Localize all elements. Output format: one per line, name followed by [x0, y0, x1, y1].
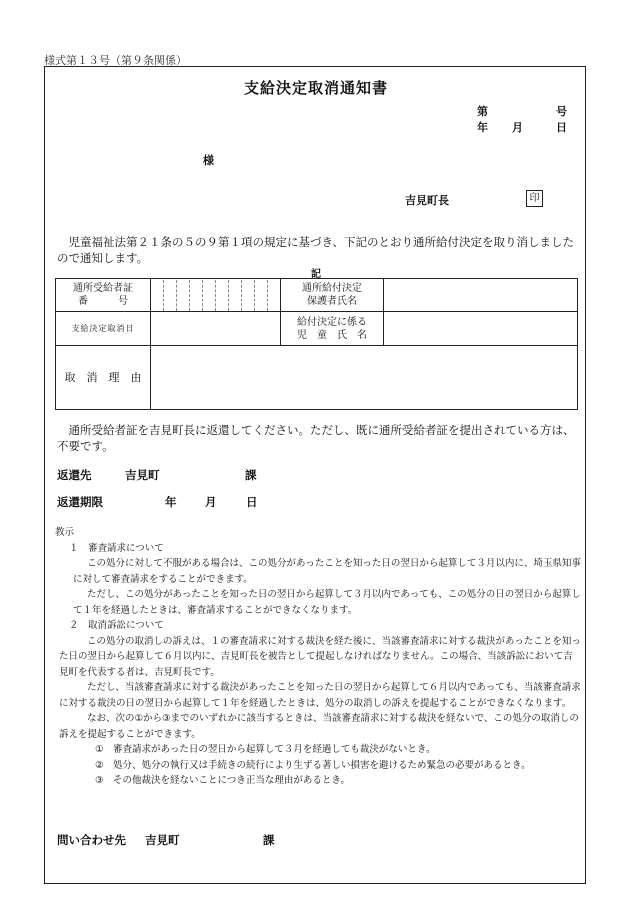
reason-cell[interactable] — [151, 346, 578, 410]
cert-number-cell[interactable] — [151, 279, 281, 312]
contact-town: 吉見町 — [145, 833, 180, 847]
section2-paragraph3: なお、次の①から③までのいずれかに該当するときは、当該審査請求に対する裁決を経ないで、この処分の取消しの訴えを提起することができます。 — [59, 713, 579, 740]
condition-item-1: ① 審査請求があった日の翌日から起算して３月を経過しても裁決がないとき。 — [95, 744, 436, 755]
section2-title: ２ 取消訴訟について — [69, 620, 164, 631]
contact-ka: 課 — [263, 833, 275, 847]
deadline-month: 月 — [205, 495, 217, 509]
return-destination-town: 吉見町 — [125, 468, 160, 482]
intro-text: 児童福祉法第２１条の５の９第１項の規定に基づき、下記のとおり通所給付決定を取り消しましたので通知します。 — [57, 235, 575, 265]
deadline-day: 日 — [246, 495, 258, 509]
cert-label-line1: 通所受給者証 — [73, 283, 133, 294]
reason-label: 取 消 理 由 — [56, 346, 151, 410]
section2-paragraph1: この処分の取消しの訴えは、１の審査請求に対する裁決を経た後に、当該審査請求に対する裁決があったことを知った日の翌日から起算して６月以内に、吉見町長を被告として提起しなければなりません。この場合、当該訴訟において吉見町を代表する者は、吉見町長です。 — [59, 635, 581, 678]
notice-heading: 教示 — [55, 527, 75, 538]
instruction-notice — [55, 525, 581, 789]
ki-heading: 記 — [311, 269, 321, 280]
issuer-name: 吉見町長 — [405, 194, 449, 207]
guardian-label-line2: 保護者氏名 — [307, 296, 357, 307]
dai-label: 第 — [477, 105, 488, 118]
day-label: 日 — [556, 121, 567, 134]
digit-boxes — [151, 280, 280, 311]
section1-paragraph1: この処分に対して不服がある場合は、この処分があったことを知った日の翌日から起算して３月以内に、埼玉県知事に対して審査請求をすることができます。 — [73, 558, 581, 585]
child-label-line1: 給付決定に係る — [297, 316, 367, 328]
child-name-label — [281, 312, 384, 346]
return-instructions: 通所受給者証を吉見町長に返還してください。ただし、既に通所受給者証を提出されている方は、不要です。 — [57, 423, 575, 453]
page-title: 支給決定取消通知書 — [243, 79, 388, 97]
table-row — [56, 312, 578, 346]
return-destination-ka: 課 — [245, 468, 257, 482]
deadline-year: 年 — [165, 495, 177, 509]
child-name-cell[interactable] — [384, 312, 578, 346]
cert-label-line2: 番 号 — [78, 296, 128, 307]
return-deadline-label: 返還期限 — [57, 495, 103, 509]
guardian-name-cell[interactable] — [384, 279, 578, 312]
details-table — [55, 278, 578, 410]
condition-item-2: ② 処分、処分の執行又は手続きの続行により生ずる著しい損害を避けるため緊急の必要があるとき。 — [95, 759, 531, 771]
condition-item-3: ③ その他裁決を経ないことにつき正当な理由があるとき。 — [95, 775, 350, 786]
document-number-row — [477, 103, 567, 119]
child-label-line2: 児 童 氏 名 — [297, 329, 367, 341]
table-row — [56, 346, 578, 410]
date-row — [477, 119, 567, 135]
cancel-date-label: 支給決定取消日 — [56, 312, 151, 346]
guardian-name-label — [281, 279, 384, 312]
cert-number-label — [56, 279, 151, 312]
section1-title: １ 審査請求について — [69, 542, 164, 554]
table-row — [56, 279, 578, 312]
cancel-date-cell[interactable] — [151, 312, 281, 346]
return-destination-label: 返還先 — [57, 468, 92, 482]
go-label: 号 — [556, 105, 567, 118]
seal-mark: 印 — [526, 190, 543, 207]
addressee-suffix: 様 — [203, 154, 214, 167]
notice-frame — [44, 66, 586, 884]
year-label: 年 — [477, 121, 488, 134]
guardian-label-line1: 通所給付決定 — [302, 283, 362, 294]
contact-label: 問い合わせ先 — [57, 833, 126, 847]
month-label: 月 — [512, 121, 523, 134]
form-number: 様式第１３号（第９条関係） — [44, 54, 187, 67]
section2-paragraph2: ただし、当該審査請求に対する裁決があったことを知った日の翌日から起算して６月以内であっても、当該審査請求に対する裁決の日の翌日から起算して１年を経過したときは、処分の取消しの訴えを提起することができなくなります。 — [59, 682, 581, 709]
section1-paragraph2: ただし、この処分があったことを知った日の翌日から起算して３月以内であっても、この処分の日の翌日から起算して１年を経過したときは、審査請求することができなくなります。 — [73, 589, 581, 616]
